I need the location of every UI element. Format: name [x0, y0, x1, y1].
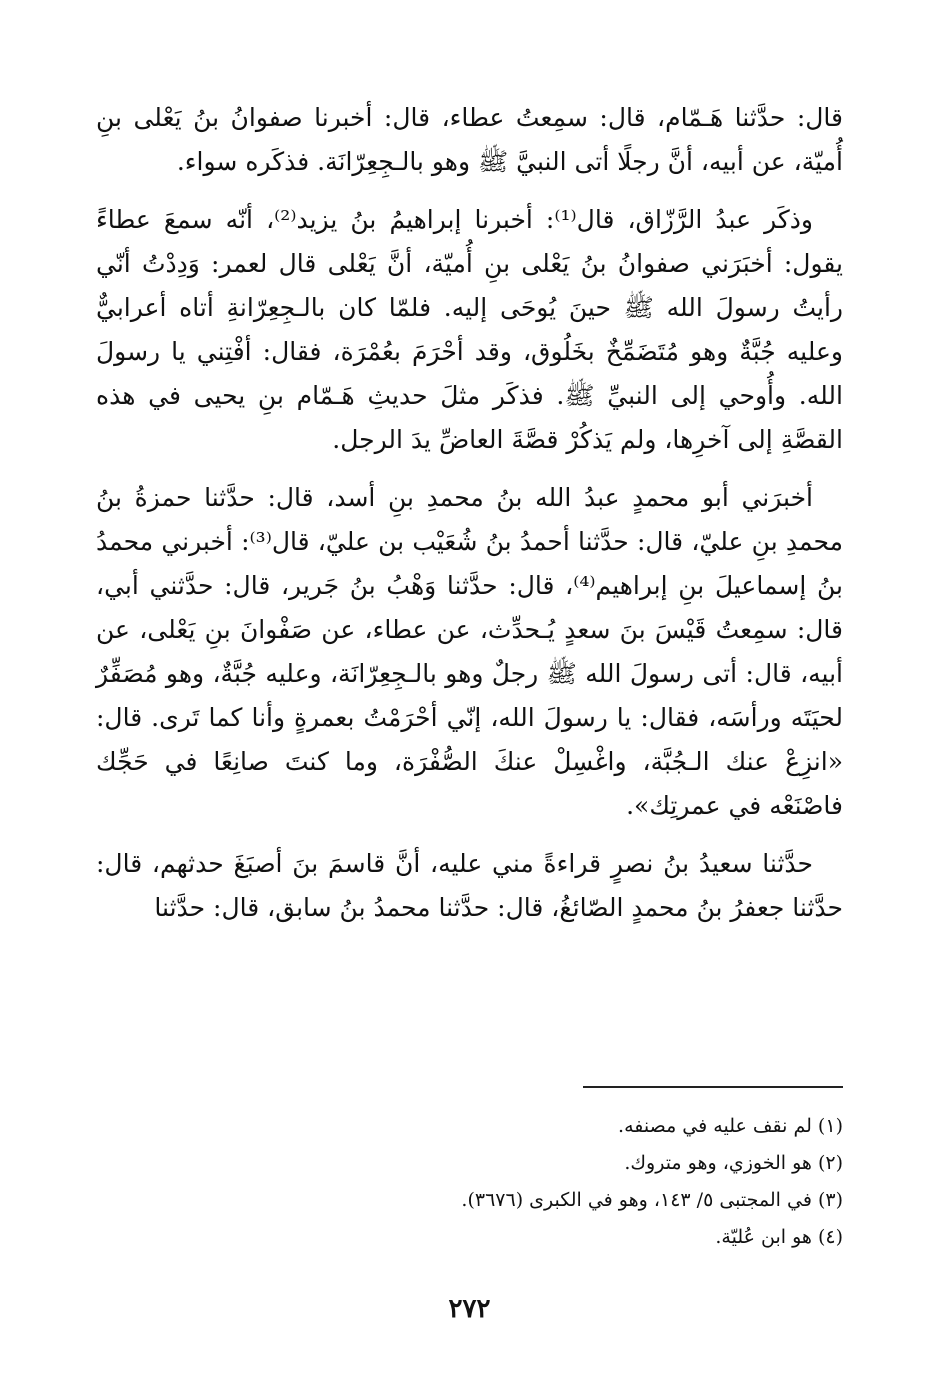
- paragraph-2: وذكَر عبدُ الرَّزّاق، قال⁽¹⁾: أخبرنا إبراهيمُ بنُ يزيد⁽²⁾، أنّه سمعَ عطاءً يقول: أخبَرَني صفوانُ بنُ يَعْلى بنِ أُميّة، أنَّ يَعْلى قال لعمر: وَدِدْتُ أنّي رأيتُ رسولَ الله ﷺ حينَ يُوحَى إليه. فلمّا كان بالـجِعِرّانةِ أتاه أعرابيٌّ وعليه جُبَّةٌ وهو مُتَضَمِّخٌ بخَلُوق، وقد أحْرَمَ بعُمْرَة، فقال: أفْتِني يا رسولَ الله. وأُوحي إلى النبيِّ ﷺ. فذكَر مثلَ حديثِ هَـمّام بنِ يحيى في هذه القصَّةِ إلى آخرِها، ولم يَذكُرْ قصَّةَ العاضِّ يدَ الرجل.: [96, 205, 844, 454]
- footnote-3: (٣) في المجتبى ٥/ ١٤٣، وهو في الكبرى (٣٦٧٦).: [461, 1189, 843, 1211]
- footnote-2: (٢) هو الخوزي، وهو متروك.: [624, 1152, 843, 1174]
- paragraph-4: حدَّثنا سعيدُ بنُ نصرٍ قراءةً مني عليه، أنَّ قاسمَ بنَ أصبَغَ حدثهم، قال: حدَّثنا جعفرُ بنُ محمدٍ الصّائغُ، قال: حدَّثنا محمدُ بنُ سابق، قال: حدَّثنا: [96, 849, 843, 922]
- footnote-4: (٤) هو ابن عُليّة.: [715, 1226, 843, 1248]
- book-page: [96, 96, 844, 1324]
- paragraph-3: أخبرَني أبو محمدٍ عبدُ الله بنُ محمدِ بنِ أسد، قال: حدَّثنا حمزةُ بنُ محمدِ بنِ عليّ، قال: حدَّثنا أحمدُ بنُ شُعَيْب بن عليّ، قال⁽³⁾: أخبرني محمدُ بنُ إسماعيلَ بنِ إبراهيم⁽⁴⁾، قال: حدَّثنا وَهْبُ بنُ جَرير، قال: حدَّثني أبي، قال: سمِعتُ قَيْسَ بنَ سعدٍ يُـحدِّث، عن عطاء، عن صَفْوانَ بنِ يَعْلى، عن أبيه، قال: أتى رسولَ الله ﷺ رجلٌ وهو بالـجِعِرّانَة، وعليه جُبَّةٌ، وهو مُصَفِّرٌ لحيَتَه ورأسَه، فقال: يا رسولَ الله، إنّي أحْرَمْتُ بعمرةٍ وأنا كما تَرى. قال: «انزِعْ عنك الـجُبَّة، واغْسِلْ عنكَ الصُّفْرَة، وما كنتَ صانِعًا في حَجِّك فاصْنَعْه في عمرتِك».: [96, 483, 843, 820]
- page-number: ٢٧٢: [448, 1294, 491, 1324]
- paragraph-1: قال: حدَّثنا هَـمّام، قال: سمِعتُ عطاء، قال: أخبرنا صفوانُ بنُ يَعْلى بنِ أُميّة، عن أبيه، أنَّ رجلًا أتى النبيَّ ﷺ وهو بالـجِعِرّانَة. فذكَره سواء.: [96, 103, 843, 176]
- main-text: [96, 96, 843, 930]
- footnote-1: (١) لم نقف عليه في مصنفه.: [618, 1115, 843, 1137]
- footnotes: [96, 1108, 843, 1256]
- footnote-divider: [583, 1086, 843, 1088]
